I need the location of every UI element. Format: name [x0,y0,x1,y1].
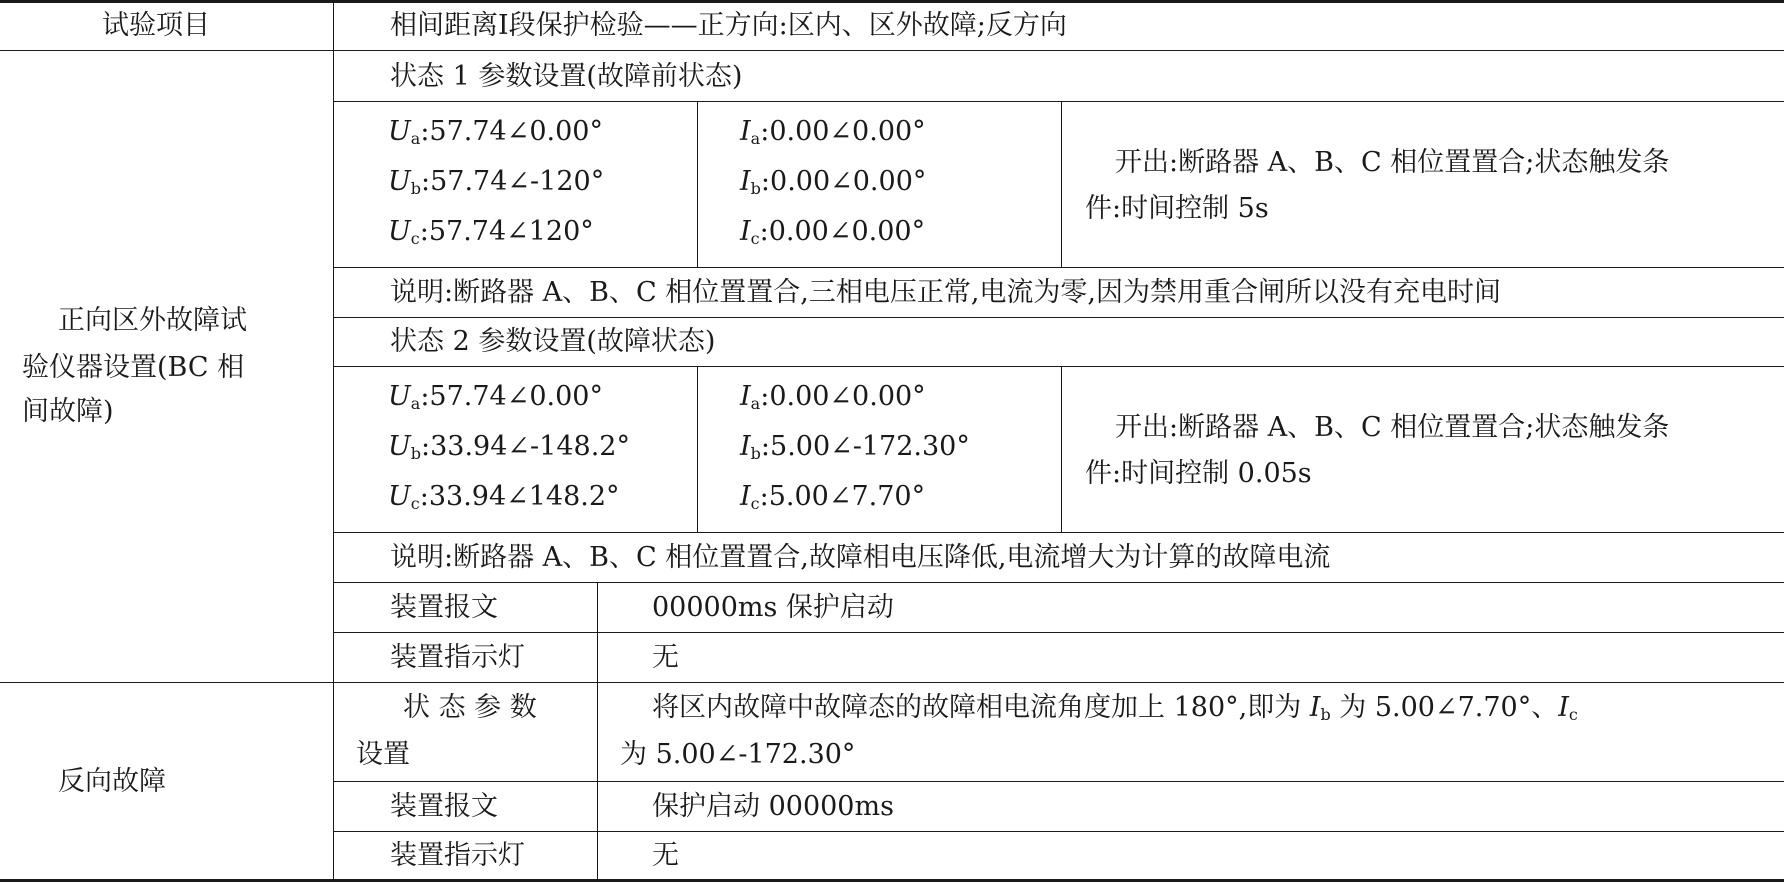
rule-state1-title-bottom [333,101,1784,102]
forward-label-line1: 正向区外故障试 [58,305,247,336]
state2-current-b: $I_b:5.00\angle-172.30^\circ$ [740,431,970,463]
rule-state2-note-bottom [333,582,1784,583]
state2-voltage-b: $U_b:33.94\angle-148.2^\circ$ [388,431,630,463]
table-bottom-border [0,879,1784,882]
reverse-state-label-line2: 设置 [356,739,410,770]
rule-reverse-report-bottom [333,831,1784,832]
state1-voltage-a: $U_a:57.74\angle 0.00^\circ$ [388,116,603,148]
state1-voltage-b: $U_b:57.74\angle-120^\circ$ [388,166,605,198]
header-item-value: 相间距离Ⅰ段保护检验——正方向:区内、区外故障;反方向 [390,10,1067,41]
state2-voltage-a: $U_a:57.74\angle 0.00^\circ$ [388,381,603,413]
rule-state1-col-b [1061,101,1062,267]
state1-voltage-c: $U_c:57.74\angle 120^\circ$ [388,216,594,248]
state1-title: 状态 1 参数设置(故障前状态) [390,61,743,92]
rule-state1-note-bottom [333,317,1784,318]
state2-voltage-c: $U_c:33.94\angle 148.2^\circ$ [388,481,620,513]
rule-sublabel-column [597,582,598,882]
rule-header-bottom [0,50,1784,51]
state2-note: 说明:断路器 A、B、C 相位置置合,故障相电压降低,电流增大为计算的故障电流 [390,542,1331,573]
forward-indicator-value: 无 [652,642,679,673]
header-item-label: 试验项目 [102,10,210,41]
reverse-state-value-line1: 将区内故障中故障态的故障相电流角度加上 180°,即为 $I_b$ 为 5.00∠7.70°、$I_c$ [652,692,1578,724]
reverse-report-label: 装置报文 [390,791,498,822]
rule-label-column [333,0,334,882]
reverse-state-value-line2: 为 5.00∠-172.30° [620,739,856,770]
rule-state2-params-bottom [333,532,1784,533]
state2-current-c: $I_c:5.00\angle 7.70^\circ$ [740,481,926,513]
forward-report-value: 00000ms 保护启动 [652,592,894,623]
forward-report-label: 装置报文 [390,592,498,623]
rule-state2-title-bottom [333,366,1784,367]
rule-state2-col-a [697,366,698,532]
reverse-state-label-line1: 状 态 参 数 [403,692,537,723]
reverse-label: 反向故障 [58,766,166,797]
rule-reverse-state-bottom [333,781,1784,782]
forward-label-line3: 间故障) [22,396,114,427]
state2-title: 状态 2 参数设置(故障状态) [390,326,716,357]
state2-output-line2: 件:时间控制 0.05s [1085,458,1312,489]
forward-label-line2: 验仪器设置(BC 相 [22,352,245,383]
reverse-indicator-value: 无 [652,840,679,871]
rule-forward-section-bottom [0,682,1784,683]
rule-state1-params-bottom [333,267,1784,268]
state1-output-line2: 件:时间控制 5s [1085,193,1269,224]
state2-output-line1: 开出:断路器 A、B、C 相位置置合;状态触发条 [1115,412,1670,443]
reverse-report-value: 保护启动 00000ms [652,791,894,822]
rule-forward-report-bottom [333,632,1784,633]
reverse-indicator-label: 装置指示灯 [390,840,525,871]
table-top-border [0,0,1784,3]
state2-current-a: $I_a:0.00\angle 0.00^\circ$ [740,381,926,413]
forward-indicator-label: 装置指示灯 [390,642,525,673]
state1-current-c: $I_c:0.00\angle 0.00^\circ$ [740,216,926,248]
state1-note: 说明:断路器 A、B、C 相位置置合,三相电压正常,电流为零,因为禁用重合闸所以没有充电时间 [390,277,1502,308]
state1-current-a: $I_a:0.00\angle 0.00^\circ$ [740,116,926,148]
rule-state1-col-a [697,101,698,267]
state1-output-line1: 开出:断路器 A、B、C 相位置置合;状态触发条 [1115,147,1670,178]
rule-state2-col-b [1061,366,1062,532]
state1-current-b: $I_b:0.00\angle 0.00^\circ$ [740,166,927,198]
